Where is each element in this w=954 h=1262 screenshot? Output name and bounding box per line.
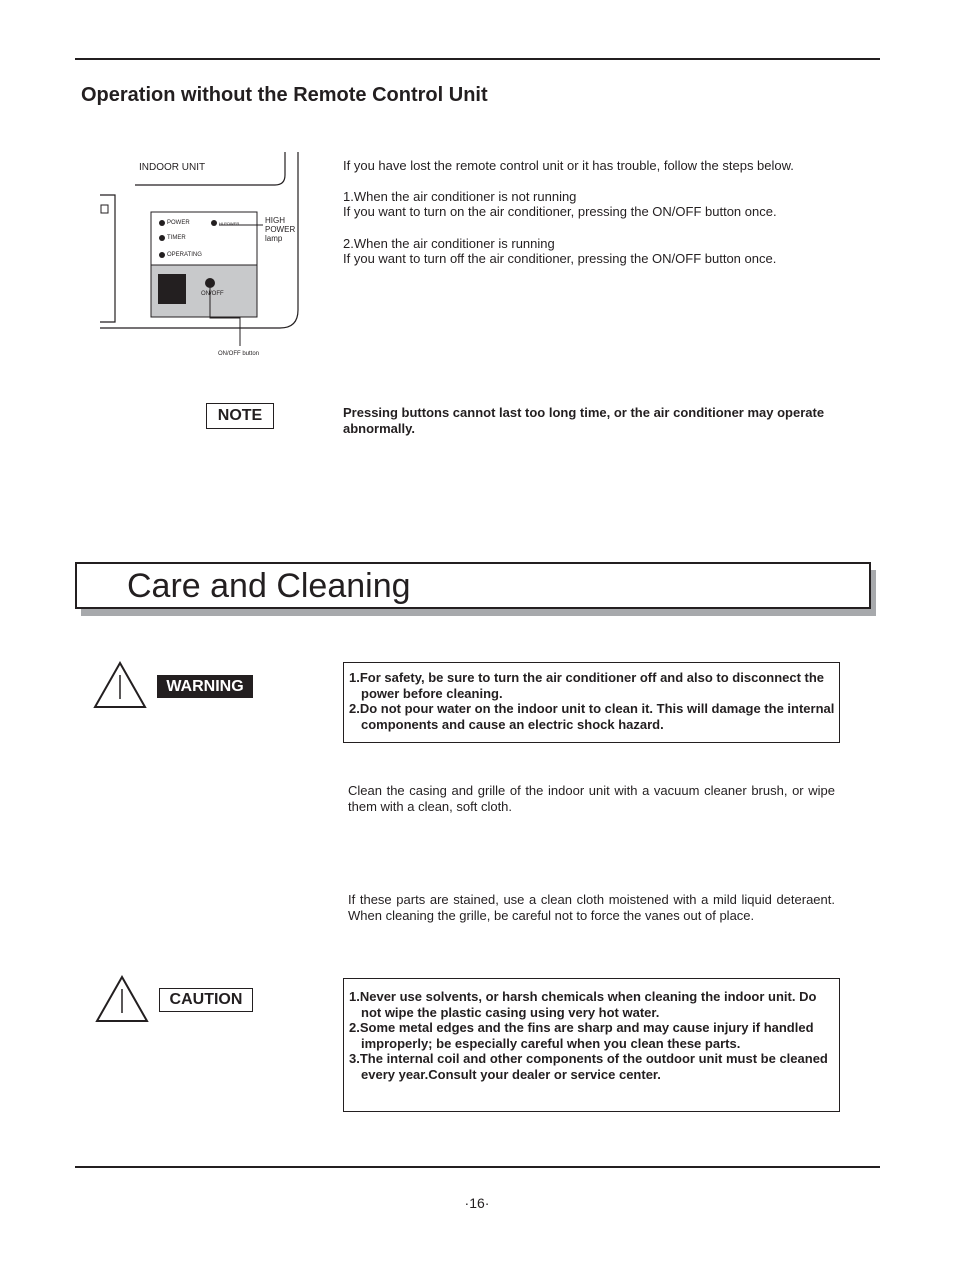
intro-paragraph: If you have lost the remote control unit or it has trouble, follow the steps below.	[343, 158, 794, 173]
high-power-callout-line2: POWER	[265, 225, 296, 234]
on-off-button-label: ON/OFF button	[218, 351, 260, 357]
warning-item: 1.For safety, be sure to turn the air conditioner off and also to disconnect the power before cleaning.	[349, 670, 825, 701]
section-title: Operation without the Remote Control Unit	[81, 84, 488, 106]
step-2-heading: 2.When the air conditioner is running	[343, 236, 555, 251]
operating-lamp-icon	[159, 252, 165, 258]
power-lamp-label: POWER	[167, 220, 190, 226]
high-power-callout-line1: HIGH	[265, 216, 285, 225]
note-label: NOTE	[206, 403, 274, 429]
clean-paragraph-2: If these parts are stained, use a clean cloth moistened with a mild liquid deteraent. When cleaning the grille, be careful not to force the vanes out of place.	[348, 892, 835, 923]
warning-item: 2.Do not pour water on the indoor unit to clean it. This will damage the internal components and cause an electric shock hazard.	[349, 701, 835, 732]
indoor-unit-outline	[95, 150, 315, 370]
indoor-unit-label: INDOOR UNIT	[139, 162, 206, 173]
step-2-text: If you want to turn off the air conditioner, pressing the ON/OFF button once.	[343, 251, 777, 266]
warning-list	[349, 670, 837, 732]
page-number: ·16·	[464, 1195, 490, 1211]
warning-triangle-icon	[93, 661, 147, 709]
timer-lamp-label: TIMER	[167, 235, 186, 241]
caution-item: 1.Never use solvents, or harsh chemicals when cleaning the indoor unit. Do not wipe the plastic casing using very hot water.	[349, 989, 817, 1020]
hi-power-small-label: HI POWER	[219, 221, 240, 226]
on-off-small-label: ON/OFF	[201, 291, 224, 297]
hi-power-lamp-icon	[211, 220, 217, 226]
caution-label: CAUTION	[159, 988, 253, 1012]
caution-list	[349, 989, 835, 1082]
top-rule	[75, 58, 880, 60]
clean-paragraph-1: Clean the casing and grille of the indoor unit with a vacuum cleaner brush, or wipe them with a clean, soft cloth.	[348, 783, 835, 814]
power-lamp-icon	[159, 220, 165, 226]
caution-box	[343, 978, 840, 1112]
caution-item: 2.Some metal edges and the fins are sharp and may cause injury if handled improperly; be especially careful when you clean these parts.	[349, 1020, 814, 1051]
care-cleaning-banner	[75, 562, 871, 609]
high-power-callout-line3: lamp	[265, 234, 283, 243]
warning-box	[343, 662, 840, 743]
bottom-rule	[75, 1166, 880, 1168]
timer-lamp-icon	[159, 235, 165, 241]
caution-item: 3.The internal coil and other components of the outdoor unit must be cleaned every year.Consult your dealer or service center.	[349, 1051, 828, 1082]
step-1-heading: 1.When the air conditioner is not running	[343, 189, 577, 204]
banner-title: Care and Cleaning	[127, 567, 411, 605]
note-text: Pressing buttons cannot last too long time, or the air conditioner may operate abnormally.	[343, 405, 825, 436]
caution-triangle-icon	[95, 975, 149, 1023]
step-1-text: If you want to turn on the air conditioner, pressing the ON/OFF button once.	[343, 204, 777, 219]
warning-label: WARNING	[157, 675, 253, 698]
high-power-callout	[265, 216, 295, 243]
operating-lamp-label: OPERATING	[167, 252, 202, 258]
